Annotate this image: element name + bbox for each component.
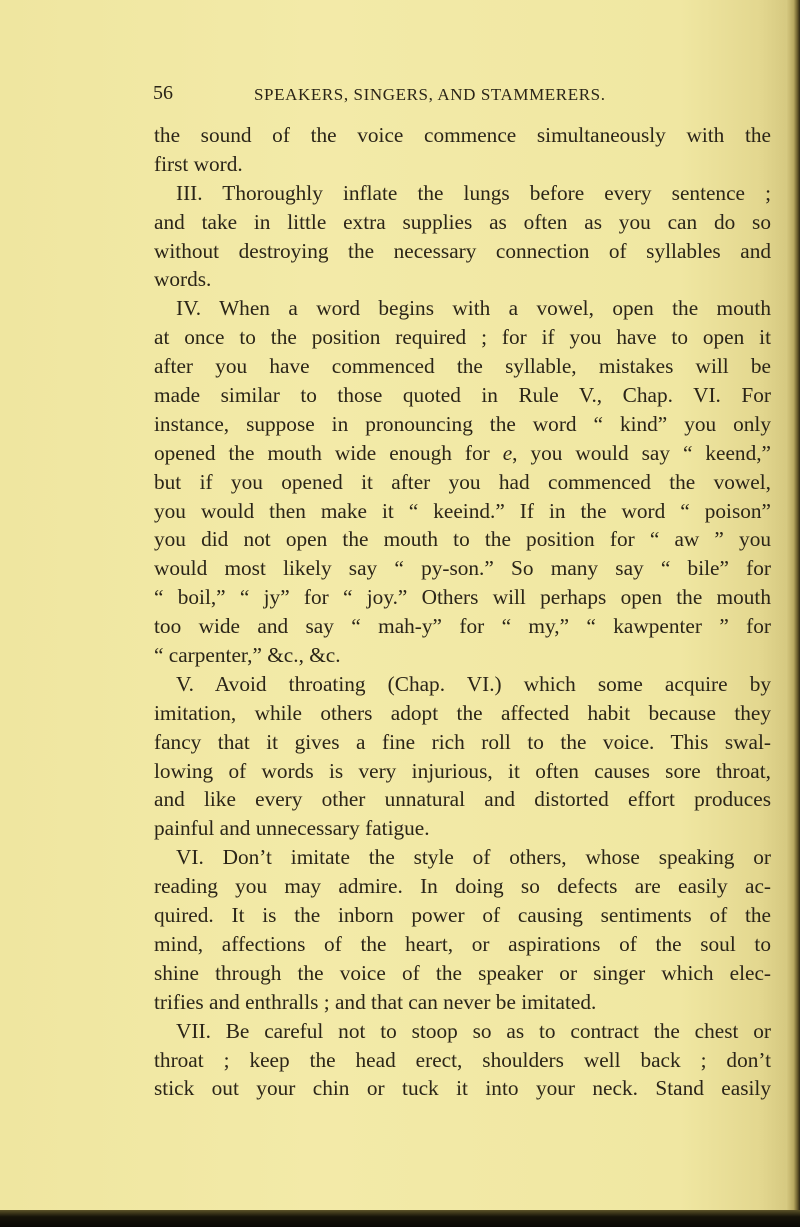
running-head: SPEAKERS, SINGERS, AND STAMMERERS. — [254, 85, 606, 104]
text-line: but if you opened it after you had commenced the vowel, — [154, 469, 771, 494]
text-line: after you have commenced the syllable, mistakes will be — [154, 354, 771, 379]
text-line: quired. It is the inborn power of causing sentiments of the — [154, 903, 771, 928]
page-edge-shadow — [786, 0, 800, 1210]
text-line: III. Thoroughly inflate the lungs before every sentence ; — [176, 180, 771, 205]
text-line: IV. When a word begins with a vowel, open the mouth — [176, 296, 771, 321]
text-line: opened the mouth wide enough for e, you would say “ keend,” — [154, 440, 771, 465]
text-line: V. Avoid throating (Chap. VI.) which some acquire by — [176, 671, 771, 696]
page-number: 56 — [153, 82, 173, 104]
text-line: stick out your chin or tuck it into your neck. Stand easily — [154, 1076, 771, 1101]
text-line: words. — [154, 267, 212, 292]
text-line: at once to the position required ; for if you have to open it — [154, 325, 771, 350]
text-line: would most likely say “ py-son.” So many say “ bile” for — [154, 556, 771, 581]
text-line: you would then make it “ keeind.” If in the word “ poison” — [154, 498, 771, 523]
text-line: “ carpenter,” &c., &c. — [154, 643, 341, 668]
page-header — [153, 82, 653, 112]
text-line: made similar to those quoted in Rule V., Chap. VI. For — [154, 383, 771, 408]
text-line: painful and unnecessary fatigue. — [154, 816, 430, 841]
text-line: the sound of the voice commence simultaneously with the — [154, 123, 771, 147]
text-line: instance, suppose in pronouncing the word “ kind” you only — [154, 411, 771, 436]
text-line: too wide and say “ mah-y” for “ my,” “ kawpenter ” for — [154, 614, 771, 639]
text-line: you did not open the mouth to the position for “ aw ” you — [154, 527, 771, 552]
text-line: VII. Be careful not to stoop so as to contract the chest or — [176, 1018, 771, 1043]
body-text — [154, 121, 771, 1103]
text-line: mind, affections of the heart, or aspirations of the soul to — [154, 931, 771, 956]
text-line: “ boil,” “ jy” for “ joy.” Others will perhaps open the mouth — [154, 585, 771, 610]
text-line: reading you may admire. In doing so defects are easily ac- — [154, 874, 771, 899]
text-line: lowing of words is very injurious, it often causes sore throat, — [154, 758, 771, 783]
text-line: and like every other unnatural and distorted effort produces — [154, 787, 771, 812]
text-line: imitation, while others adopt the affected habit because they — [154, 700, 771, 725]
text-line: trifies and enthralls ; and that can never be imitated. — [154, 989, 597, 1014]
text-line: first word. — [154, 151, 243, 176]
text-line: fancy that it gives a fine rich roll to the voice. This swal- — [154, 729, 771, 754]
text-line: shine through the voice of the speaker or singer which elec- — [154, 960, 771, 985]
text-line: and take in little extra supplies as often as you can do so — [154, 209, 771, 234]
text-line: without destroying the necessary connection of syllables and — [154, 238, 771, 263]
text-line: VI. Don’t imitate the style of others, whose speaking or — [176, 845, 771, 870]
text-line: throat ; keep the head erect, shoulders well back ; don’t — [154, 1047, 771, 1072]
page-bottom-edge — [0, 1210, 800, 1227]
